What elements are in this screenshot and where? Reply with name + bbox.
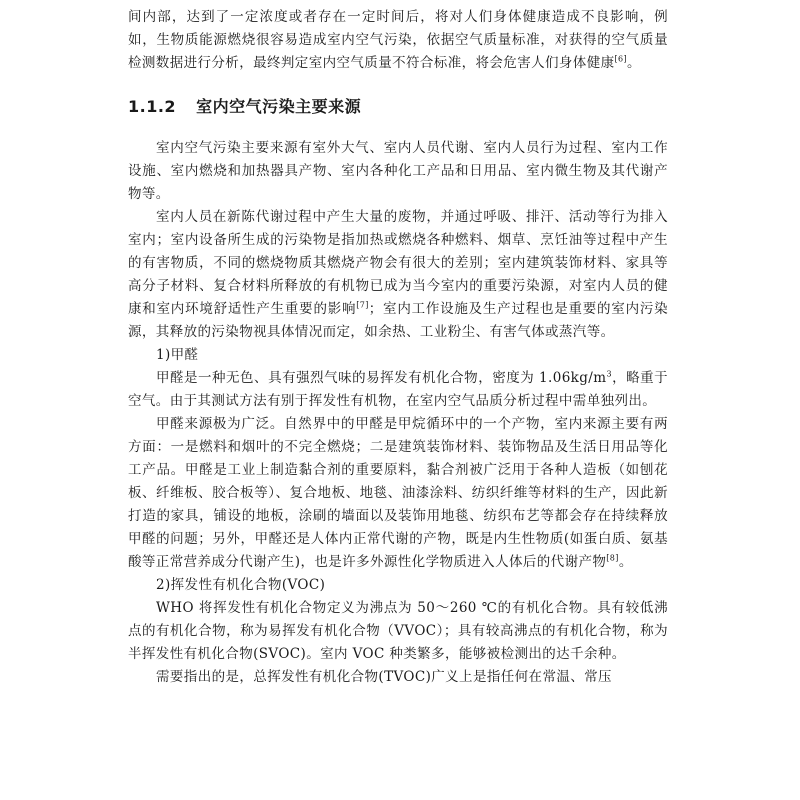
paragraph-voc-definition — [128, 597, 668, 666]
citation-ref: [6] — [614, 54, 628, 64]
citation-ref: [8] — [606, 553, 619, 563]
paragraph-sources-overview — [128, 137, 668, 206]
paragraph-tail: ；室内工作设施及生产过程也是重要的室内污染源，其释放的污染物视具体情况而定，如余热、工业粉尘、有害气体或蒸汽等。 — [128, 301, 668, 340]
paragraph-tail: 。 — [618, 554, 633, 570]
paragraph-continuation — [128, 6, 668, 75]
paragraph-text: 需要指出的是，总挥发性有机化合物(TVOC)广义上是指任何在常温、常压 — [156, 669, 612, 685]
paragraph-text: 间内部，达到了一定浓度或者存在一定时间后，将对人们身体健康造成不良影响，例如，生物质能源燃烧很容易造成室内空气污染，依据空气质量标准，对获得的空气质量检测数据进行分析，最终判定室内空气质量不符合标准，将会危害人们身体健康 — [128, 9, 668, 71]
paragraph-text: WHO 将挥发性有机化合物定义为沸点为 50～260 ℃的有机化合物。具有较低沸点的有机化合物，称为易挥发有机化合物（VVOC）；具有较高沸点的有机化合物，称为半挥发性有机化合物(SVOC)。室内 VOC 种类繁多，能够被检测出的达千余种。 — [128, 600, 668, 662]
document-page — [128, 6, 668, 689]
paragraph-text: 室内空气污染主要来源有室外大气、室内人员代谢、室内人员行为过程、室内工作设施、室内燃烧和加热器具产物、室内各种化工产品和日用品、室内微生物及其代谢产物等。 — [128, 140, 668, 202]
paragraph-formaldehyde-sources — [128, 413, 668, 574]
paragraph-text: 甲醛是一种无色、具有强烈气味的易挥发有机化合物，密度为 1.06kg/m — [156, 370, 607, 386]
paragraph-formaldehyde-definition — [128, 367, 668, 413]
paragraph-indoor-sources — [128, 206, 668, 344]
section-heading — [128, 95, 668, 119]
paragraph-tail: 。 — [627, 55, 641, 71]
subheading-voc: 2)挥发性有机化合物(VOC) — [156, 577, 326, 593]
paragraph-text: 甲醛来源极为广泛。自然界中的甲醛是甲烷循环中的一个产物，室内来源主要有两方面：一是燃料和烟叶的不完全燃烧；二是建筑装饰材料、装饰物品及生活日用品等化工产品。甲醛是工业上制造黏合剂的重要原料，黏合剂被广泛用于各种人造板（如刨花板、纤维板、胶合板等）、复合地板、地毯、油漆涂料、纺织纤维等材料的生产，因此新打造的家具，铺设的地板，涂刷的墙面以及装饰用地毯、纺织布艺等都会存在持续释放甲醛的问题；另外，甲醛还是人体内正常代谢的产物，既是内生性物质(如蛋白质、氨基酸等正常营养成分代谢产生)，也是许多外源性化学物质进入人体后的代谢产物 — [128, 416, 668, 570]
subheading-formaldehyde: 1)甲醛 — [156, 347, 199, 363]
paragraph-tail: ，略重于空气。由于其测试方法有别于挥发性有机物，在室内空气品质分析过程中需单独列出。 — [128, 370, 669, 409]
superscript-exponent: 3 — [606, 369, 612, 379]
paragraph-text: 室内人员在新陈代谢过程中产生大量的废物，并通过呼吸、排汗、活动等行为排入室内；室内设备所生成的污染物是指加热或燃烧各种燃料、烟草、烹饪油等过程中产生的有害物质，不同的燃烧物质其燃烧产物会有很大的差别；室内建筑装饰材料、家具等高分子材料、复合材料所释放的有机物已成为当今室内的重要污染源，对室内人员的健康和室内环境舒适性产生重要的影响 — [128, 209, 668, 317]
section-number: 1.1.2 — [128, 97, 177, 116]
section-title: 室内空气污染主要来源 — [196, 97, 362, 116]
paragraph-tvoc — [128, 666, 668, 689]
citation-ref: [7] — [356, 300, 369, 310]
